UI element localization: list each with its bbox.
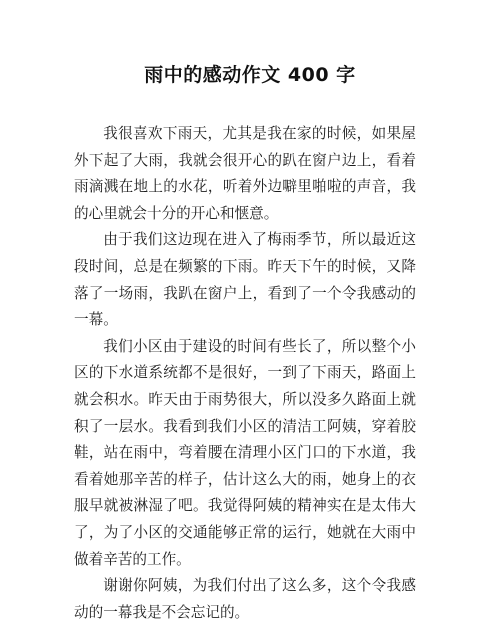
paragraph-2: 由于我们这边现在进入了梅雨季节，所以最近这段时间，总是在频繁的下雨。昨天下午的时候，又降落了一场雨，我趴在窗户上，看到了一个令我感动的一幕。 <box>74 231 416 329</box>
paragraph-1: 我很喜欢下雨天，尤其是我在家的时候，如果屋外下起了大雨，我就会很开心的趴在窗户边上，看着雨滴溅在地上的水花，听着外边噼里啪啦的声音，我的心里就会十分的开心和惬意。 <box>74 125 416 222</box>
paragraph-3: 我们小区由于建设的时间有些长了，所以整个小区的下水道系统都不是很好，一到了下雨天，路面上就会积水。昨天由于雨势很大，所以没多久路面上就积了一层水。我看到我们小区的清洁工阿姨，穿着胶鞋，站在雨中，弯着腰在清理小区门口的下水道，我看着她那辛苦的样子，估计这么大的雨，她身上的衣服早就被淋湿了吧。我觉得阿姨的精神实在是太伟大了，为了小区的交通能够正常的运行，她就在大雨中做着辛苦的工作。 <box>74 337 416 568</box>
paragraph-4: 谢谢你阿姨，为我们付出了这么多，这个令我感动的一幕我是不会忘记的。 <box>74 577 416 621</box>
document-title: 雨中的感动作文 400 字 <box>144 64 356 86</box>
document-body <box>74 121 416 626</box>
